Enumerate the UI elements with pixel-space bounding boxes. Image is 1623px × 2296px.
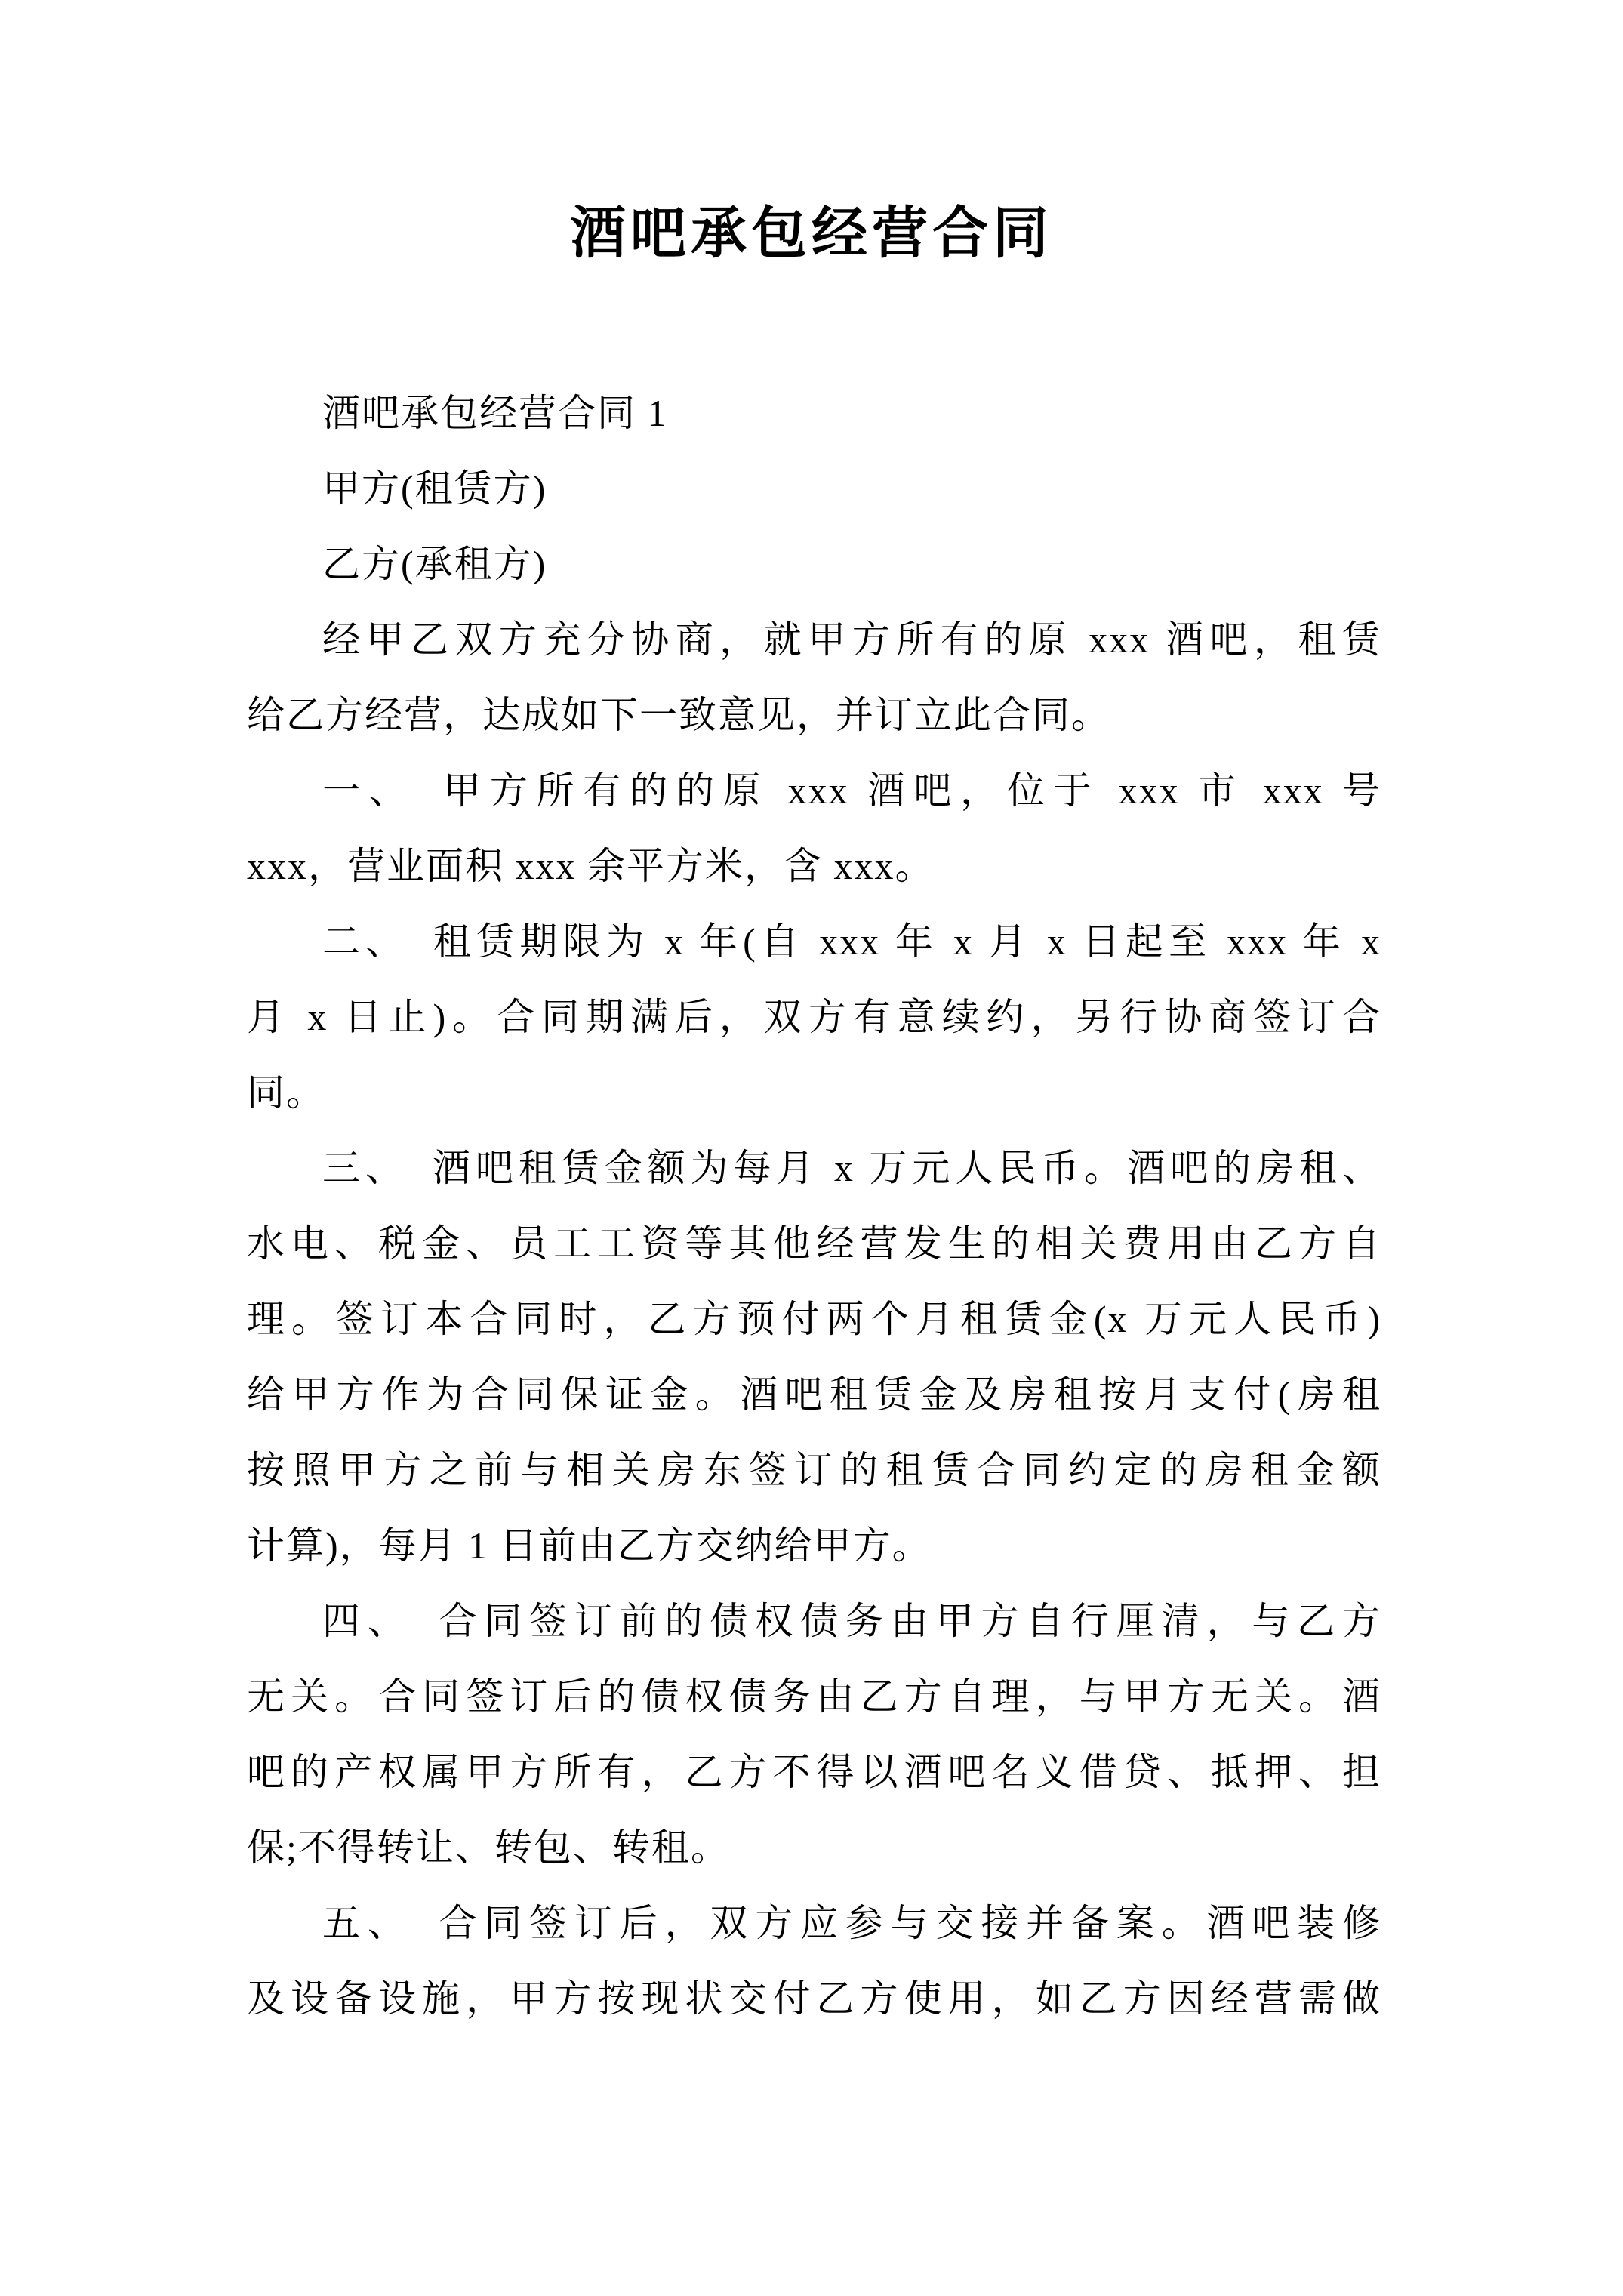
text-line: 四、 合同签订前的债权债务由甲方自行厘清，与乙方 [322, 1600, 1381, 1642]
paragraph [247, 904, 1381, 1130]
paragraph [247, 451, 1381, 526]
text-line: 三、 酒吧租赁金额为每月 x 万元人民币。酒吧的房租、 [322, 1147, 1381, 1189]
text-line: 甲方(租赁方) [322, 467, 547, 510]
text-line: 二、 租赁期限为 x 年(自 xxx 年 x 月 x 日起至 xxx 年 x [322, 920, 1381, 963]
document-title: 酒吧承包经营合同 [570, 203, 1053, 265]
text-line: 理。签订本合同时，乙方预付两个月租赁金(x 万元人民币) [247, 1298, 1381, 1340]
paragraph [247, 1130, 1381, 1583]
text-line: xxx，营业面积 xxx 余平方米，含 xxx。 [247, 845, 935, 887]
paragraph [247, 1583, 1381, 1885]
text-line: 给乙方经营，达成如下一致意见，并订立此合同。 [247, 694, 1110, 736]
text-line: 水电、税金、员工工资等其他经营发生的相关费用由乙方自 [247, 1222, 1381, 1265]
paragraph [247, 602, 1381, 753]
text-line: 保;不得转让、转包、转租。 [247, 1826, 730, 1869]
text-line: 五、 合同签订后，双方应参与交接并备案。酒吧装修 [322, 1902, 1381, 1944]
text-line: 一、 甲方所有的的原 xxx 酒吧，位于 xxx 市 xxx 号 [322, 769, 1381, 812]
text-line: 吧的产权属甲方所有，乙方不得以酒吧名义借贷、抵押、担 [247, 1751, 1381, 1793]
paragraph [247, 526, 1381, 602]
text-line: 计算)，每月 1 日前由乙方交纳给甲方。 [247, 1524, 932, 1567]
text-line: 无关。合同签订后的债权债务由乙方自理，与甲方无关。酒 [247, 1675, 1381, 1718]
paragraph [247, 375, 1381, 451]
text-line: 酒吧承包经营合同 1 [322, 392, 668, 434]
text-line: 乙方(承租方) [322, 543, 547, 585]
text-line: 及设备设施，甲方按现状交付乙方使用，如乙方因经营需做 [247, 1977, 1381, 2020]
paragraph [247, 1885, 1381, 2036]
text-line: 按照甲方之前与相关房东签订的租赁合同约定的房租金额 [247, 1449, 1381, 1491]
text-line: 同。 [247, 1071, 325, 1114]
text-line: 月 x 日止)。合同期满后，双方有意续约，另行协商签订合 [247, 996, 1381, 1038]
paragraph [247, 753, 1381, 904]
text-line: 经甲乙双方充分协商，就甲方所有的原 xxx 酒吧，租赁 [322, 618, 1381, 661]
text-line: 给甲方作为合同保证金。酒吧租赁金及房租按月支付(房租 [247, 1373, 1381, 1416]
document-body [247, 375, 1381, 2036]
